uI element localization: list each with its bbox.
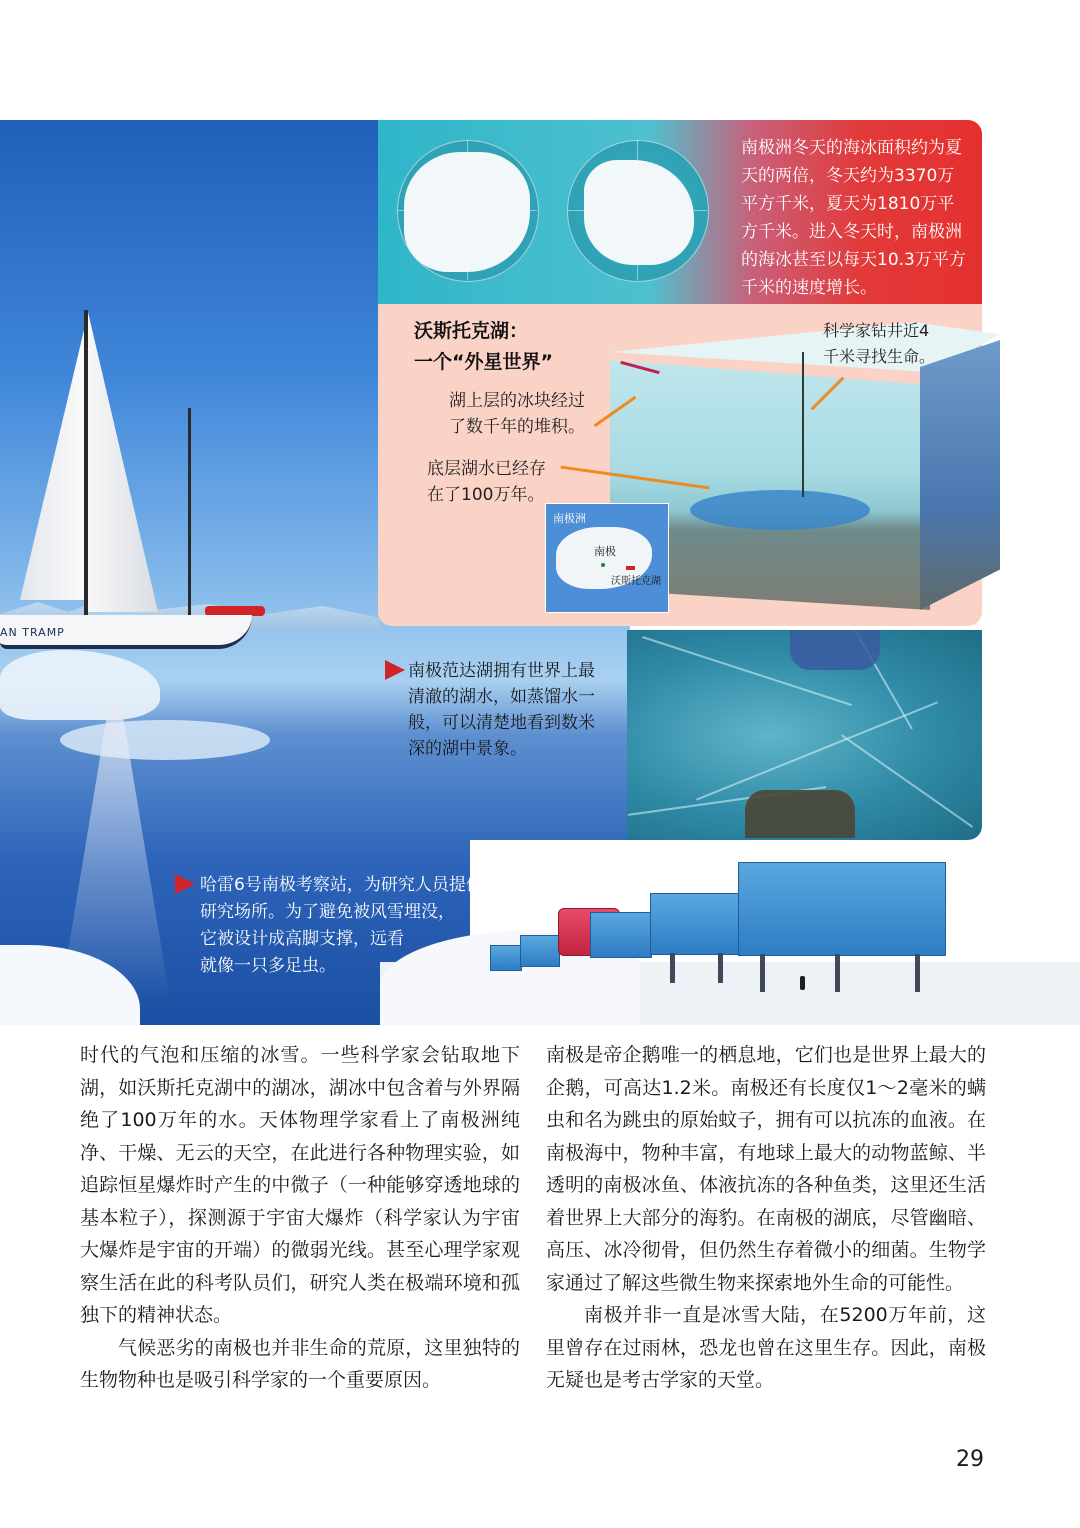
vostok-title-line1: 沃斯托克湖： — [414, 320, 529, 342]
halley-caption-line4: 就像一只多足虫。 — [200, 956, 336, 976]
ice-block-side — [920, 340, 1000, 610]
inset-label-south-pole: 南极 — [594, 545, 616, 558]
vostok-marker-icon — [626, 566, 635, 570]
boots-bottom — [745, 790, 855, 838]
body-column-left — [80, 1039, 520, 1397]
inset-label-antarctica: 南极洲 — [553, 512, 586, 525]
vanda-caption-line3: 般，可以清楚地看到数米 — [408, 713, 595, 733]
station-leg — [835, 954, 840, 992]
boat-name: AN TRAMP — [0, 626, 65, 639]
halley-station-caption — [200, 872, 620, 980]
body-column-right — [546, 1039, 986, 1397]
subglacial-lake-water — [690, 490, 870, 530]
body-paragraph: 南极是帝企鹅唯一的栖息地，它们也是世界上最大的企鹅，可高达1.2米。南极还有长度仅1～2毫米的螨虫和名为跳虫的原始蚊子，拥有可以抗冻的血液。在南极海中，物种丰富，有地球上最大的动物蓝鲸、半透明的南极冰鱼、体液抗冻的各种鱼类，这里还生活着世界上大部分的海豹。在南极的湖底，尽管幽暗、高压、冰冷彻骨，但仍然生存着微小的细菌。生物学家通过了解这些微生物来探索地外生命的可能性。 — [546, 1044, 986, 1294]
ice-crack — [696, 701, 938, 800]
halley-caption-line3: 它被设计成高脚支撑，远看 — [200, 929, 404, 949]
caption-triangle-icon — [385, 660, 405, 680]
vanda-lake-caption — [408, 658, 623, 762]
vostok-title-line2: 一个“外星世界” — [414, 351, 553, 373]
body-paragraph: 南极并非一直是冰雪大陆，在5200万年前，这里曾存在过雨林，恐龙也曾在这里生存。因此，南极无疑也是考古学家的天堂。 — [546, 1304, 986, 1391]
station-module — [650, 893, 740, 955]
vanda-caption-line2: 清澈的湖水，如蒸馏水一 — [408, 687, 595, 707]
person-figure — [800, 976, 805, 990]
vanda-caption-line1: 南极范达湖拥有世界上最 — [408, 661, 595, 681]
caption-triangle-icon — [175, 874, 195, 894]
water-label-line1: 底层湖水已经存 — [427, 459, 546, 479]
body-paragraph: 气候恶劣的南极也并非生命的荒原，这里独特的生物物种也是吸引科学家的一个重要原因。 — [80, 1336, 520, 1391]
page-number: 29 — [956, 1447, 984, 1472]
water-label-line2: 在了100万年。 — [427, 485, 545, 505]
halley-caption-line2: 研究场所。为了避免被风雪埋没， — [200, 902, 455, 922]
ice-layer-label — [449, 388, 585, 440]
boots-top — [790, 630, 880, 670]
vanda-caption-line4: 深的湖中景象。 — [408, 739, 527, 759]
station-leg — [760, 954, 765, 992]
lake-water-label — [427, 456, 546, 508]
drilling-label — [823, 318, 935, 370]
station-leg — [915, 954, 920, 992]
main-mast — [84, 310, 88, 620]
vostok-title — [414, 316, 553, 378]
drill-borehole — [802, 352, 804, 497]
ice-label-line1: 湖上层的冰块经过 — [449, 391, 585, 411]
drill-label-line2: 千米寻找生命。 — [823, 347, 936, 366]
drill-label-line1: 科学家钻井近4 — [823, 321, 930, 340]
ice-crack — [841, 734, 973, 827]
ice-label-line2: 了数千年的堆积。 — [449, 417, 585, 437]
body-paragraph: 时代的气泡和压缩的冰雪。一些科学家会钻取地下湖，如沃斯托克湖中的湖冰，湖冰中包含着与外界隔绝了100万年的水。天体物理学家看上了南极洲纯净、干燥、无云的天空，在此进行各种物理实验，如追踪恒星爆炸时产生的中微子（一种能够穿透地球的基本粒子），探测源于宇宙大爆炸（科学家认为宇宙大爆炸是宇宙的开端）的微弱光线。甚至心理学家观察生活在此的科考队员们，研究人类在极端环境和孤独下的精神状态。 — [80, 1044, 520, 1326]
map-grid-line — [567, 210, 707, 211]
mizzen-mast — [188, 408, 191, 620]
sea-ice-floe — [60, 720, 270, 760]
halley-caption-line1: 哈雷6号南极考察站，为研究人员提供衣食住行和 — [200, 875, 568, 895]
station-leg — [718, 953, 723, 983]
station-module — [738, 862, 946, 956]
sea-ice-description: 南极洲冬天的海冰面积约为夏天的两倍，冬天约为3370万平方千米，夏天为1810万平方千米。进入冬天时，南极洲的海冰甚至以每天10.3万平方千米的速度增长。 — [741, 138, 966, 298]
south-pole-marker-icon — [601, 563, 605, 567]
station-leg — [670, 953, 675, 983]
map-grid-line — [397, 210, 537, 211]
inset-label-vostok: 沃斯托克湖 — [611, 576, 661, 587]
